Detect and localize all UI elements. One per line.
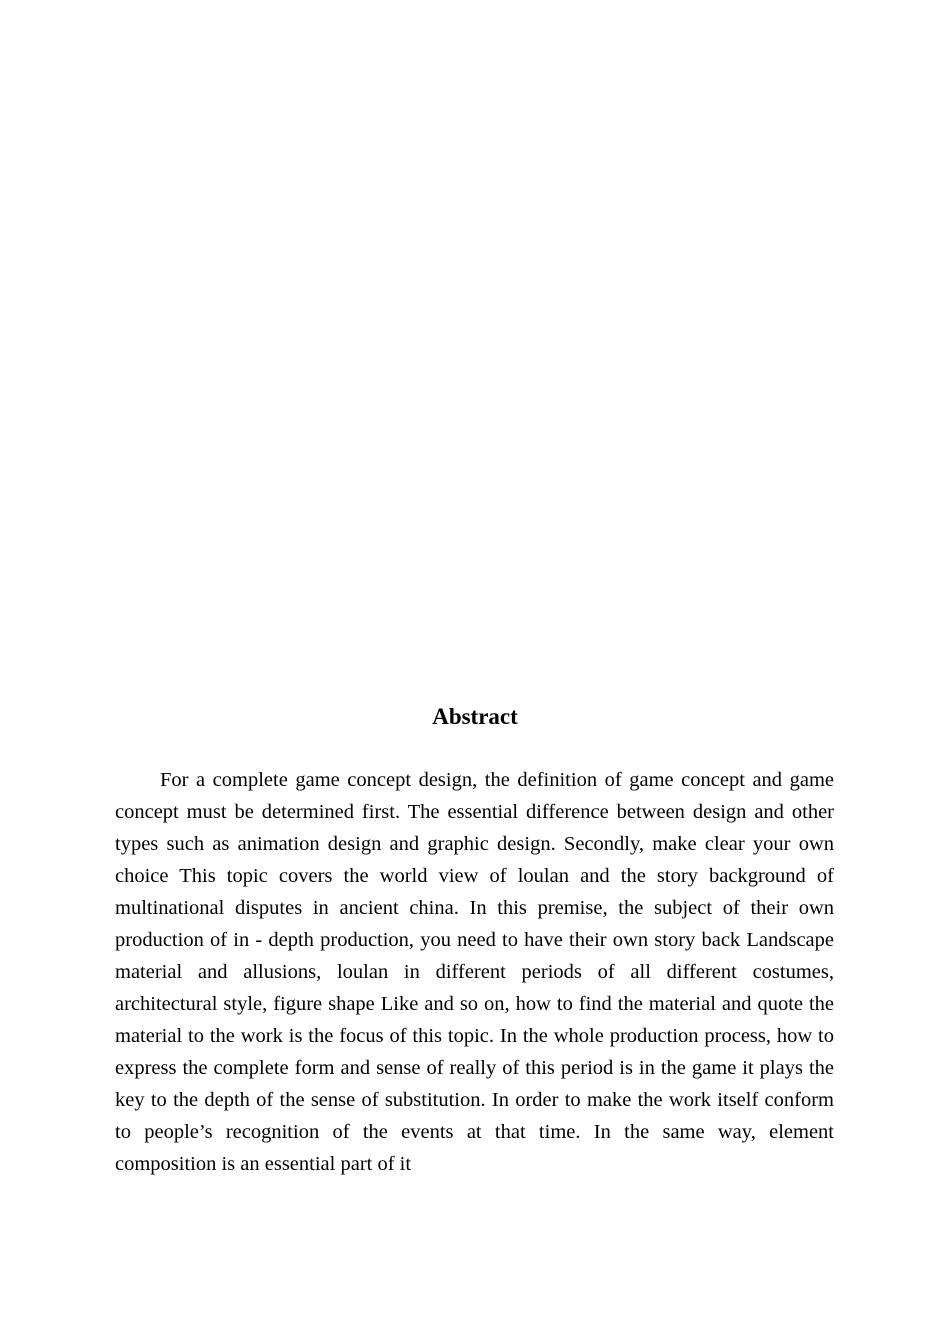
abstract-heading: Abstract [432, 704, 518, 729]
abstract-paragraph: For a complete game concept design, the definition of game concept and game concept must be determined first. The essential difference between design and other types such as animation design and graphic design. Secondly, make clear your own choice This topic covers the world view of loulan and the story background of multinational disputes in ancient china. In this premise, the subject of their own production of in - depth production, you need to have their own story back Landscape material and allusions, loulan in different periods of all different costumes, architectural style, figure shape Like and so on, how to find the material and quote the material to the work is the focus of this topic. In the whole production process, how to express the complete form and sense of really of this period is in the game it plays the key to the depth of the sense of substitution. In order to make the work itself conform to people’s recognition of the events at that time. In the same way, element composition is an essential part of it [115, 769, 834, 1175]
